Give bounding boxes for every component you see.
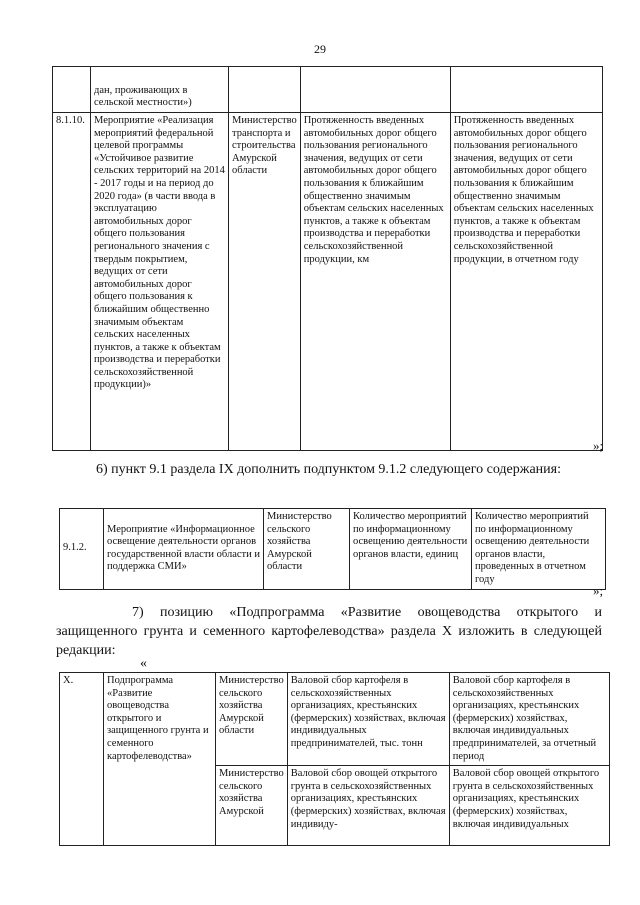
- paragraph-item-7: 7) позицию «Подпрограмма «Развитие овощеводства открытого и защищенного грунта и семенного картофелеводства» раздела X изложить в следующей редакции:: [56, 605, 602, 658]
- executor: Министерство транспорта и строительства Амурской области: [229, 113, 301, 451]
- subprogram-name: Подпрограмма «Развитие овощеводства открытого и защищенного грунта и семенного картофелеводства»: [104, 673, 216, 846]
- closing-quote-mark: »;: [593, 438, 604, 453]
- result: Валовой сбор картофеля в сельскохозяйственных организациях, крестьянских (фермерских) хозяйствах, включая индивидуальных предпринимателей, за отчетный период: [449, 673, 609, 766]
- result: [450, 67, 602, 113]
- measure-name: Мероприятие «Информационное освещение деятельности органов государственной власти области и поддержка СМИ»: [104, 509, 264, 590]
- row-number: 8.1.10.: [53, 113, 91, 451]
- closing-quote-mark: »;: [593, 583, 604, 598]
- paragraph-item-6: 6) пункт 9.1 раздела IX дополнить подпунктом 9.1.2 следующего содержания:: [96, 462, 561, 477]
- executor: Министерство сельского хозяйства Амурской области: [216, 673, 288, 766]
- table-section-8: [52, 66, 603, 451]
- indicator: [300, 67, 450, 113]
- indicator: Валовой сбор овощей открытого грунта в сельскохозяйственных организациях, крестьянских (фермерских) хозяйствах, включая индивиду-: [287, 766, 449, 846]
- indicator: Протяженность введенных автомобильных дорог общего пользования регионального значения, ведущих от сети автомобильных дорог общего пользования к ближайшим общественно значимым объектам сельских населенных пунктов, а также к объектам производства и переработки сельскохозяйственной продукции, км: [300, 113, 450, 451]
- row-number: X.: [60, 673, 104, 846]
- table-row: [53, 67, 603, 113]
- table-section-10: [59, 672, 610, 846]
- result: Валовой сбор овощей открытого грунта в сельскохозяйственных организациях, крестьянских (фермерских) хозяйствах, включая индивидуальных: [449, 766, 609, 846]
- measure-name: дан, проживающих в сельской местности»): [91, 67, 229, 113]
- table-row: [60, 509, 606, 590]
- result: Протяженность введенных автомобильных дорог общего пользования регионального значения, ведущих от сети автомобильных дорог общего пользования к ближайшим общественно значимым объектам сельских населенных пунктов, а также к объектам производства и переработки сельскохозяйственной продукции, в отчетном году: [450, 113, 602, 451]
- table-row: [60, 673, 610, 766]
- row-number: [53, 67, 91, 113]
- page-number: 29: [314, 42, 326, 56]
- result: Количество мероприятий по информационному освещению деятельности органов власти, проведенных в отчетном году: [472, 509, 606, 590]
- executor: [229, 67, 301, 113]
- indicator: Количество мероприятий по информационному освещению деятельности органов власти, единиц: [350, 509, 472, 590]
- executor: Министерство сельского хозяйства Амурской: [216, 766, 288, 846]
- opening-quote-mark: «: [140, 656, 147, 671]
- executor: Министерство сельского хозяйства Амурской области: [264, 509, 350, 590]
- measure-name: Мероприятие «Реализация мероприятий федеральной целевой программы «Устойчивое развитие сельских территорий на 2014 - 2017 годы и на период до 2020 года» (в части ввода в эксплуатацию автомобильных дорог общего пользования регионального значения с твердым покрытием, ведущих от сети автомобильных дорог общего пользования к ближайшим общественно значимым объектам сельских населенных пунктов, а также к объектам производства и переработки сельскохозяйственной продукции)»: [91, 113, 229, 451]
- indicator: Валовой сбор картофеля в сельскохозяйственных организациях, крестьянских (фермерских) хозяйствах, включая индивидуальных предпринимателей, тыс. тонн: [287, 673, 449, 766]
- table-section-9: [59, 508, 606, 590]
- row-number: 9.1.2.: [60, 509, 104, 590]
- table-row: [53, 113, 603, 451]
